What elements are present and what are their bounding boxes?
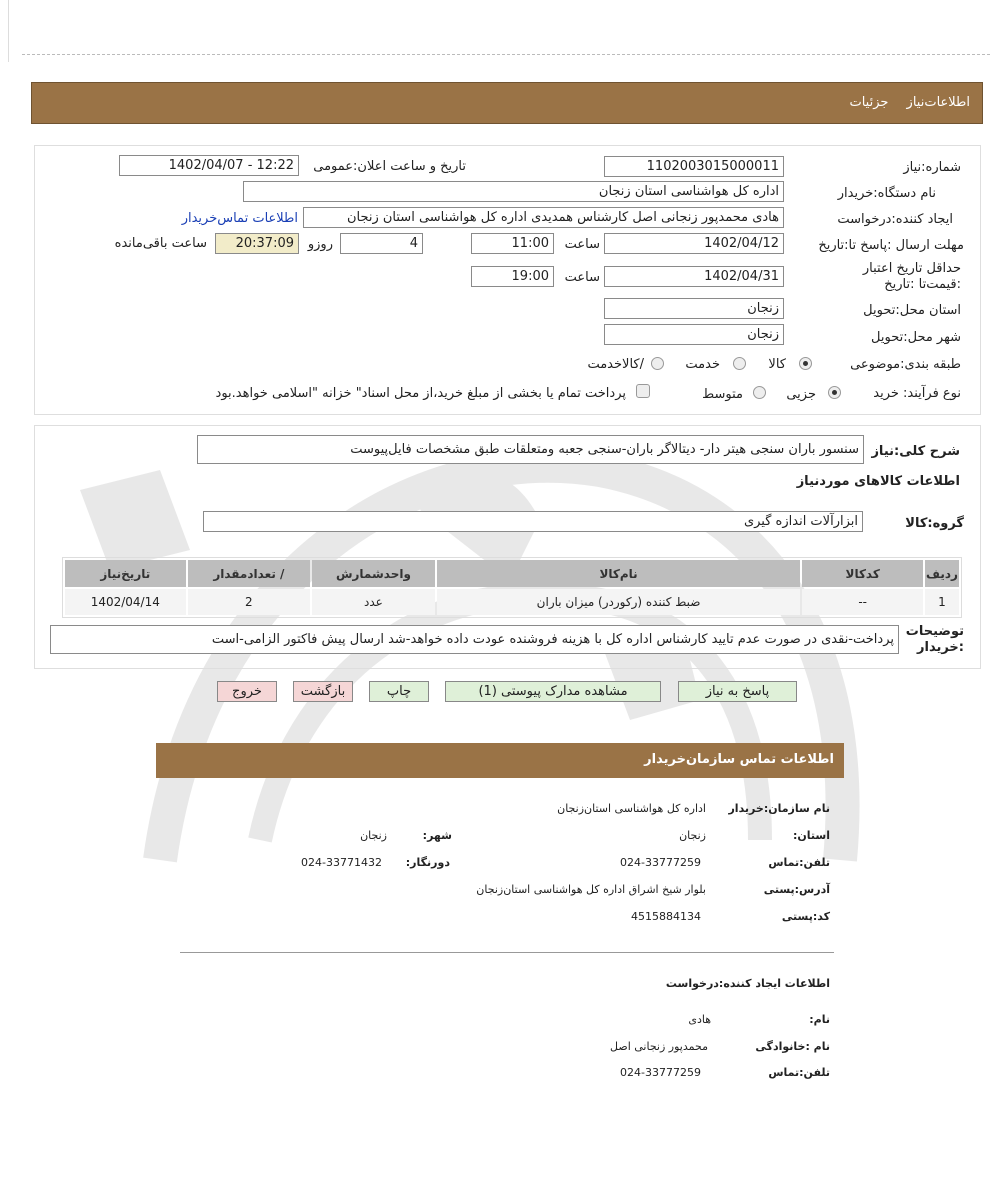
goods-group-label: گروه:کالا: [905, 516, 964, 531]
col-need-date: تاریخ‌نیاز: [65, 560, 186, 587]
deadline-time-field: 11:00: [471, 233, 554, 254]
delivery-city-field: زنجان: [604, 324, 784, 345]
validity-time-field: 19:00: [471, 266, 554, 287]
fax-label: دورنگار:: [405, 856, 450, 869]
process-partial-label: جزیی: [786, 387, 816, 402]
fax-value: 024-33771432: [301, 856, 382, 869]
process-label: نوع فرآیند: خرید: [873, 386, 961, 401]
process-medium-radio[interactable]: [753, 386, 766, 399]
buyer-notes-field: پرداخت-نقدی در صورت عدم تایید کارشناس اداره کل با هزینه فروشنده عودت داده خواهد-شد ارسال پیش فاکتور الزامی-است: [50, 625, 899, 654]
exit-button[interactable]: خروج: [217, 681, 277, 702]
category-goods-label: کالا: [768, 357, 786, 372]
validity-label: حداقل تاریخ اعتبار :قیمت‌تا :تاریخ: [862, 261, 961, 292]
announce-date-label: تاریخ و ساعت اعلان:عمومی: [313, 159, 466, 174]
need-number-field: 1102003015000011: [604, 156, 784, 177]
attachments-button[interactable]: مشاهده مدارک پیوستی (1): [445, 681, 661, 702]
col-quantity: / تعدادمقدار: [188, 560, 311, 587]
process-partial-radio[interactable]: [828, 386, 841, 399]
announce-date-field: 1402/04/07 - 12:22: [119, 155, 299, 176]
cell-quantity: 2: [188, 589, 311, 615]
buyer-contact-header: [156, 743, 844, 778]
need-number-label: شماره:نیاز: [903, 160, 961, 175]
table-row: [65, 589, 959, 615]
contact-divider: [180, 952, 834, 953]
validity-hour-label: ساعت: [564, 270, 600, 285]
creator-name-label: نام:: [809, 1013, 830, 1026]
col-code: کدکالا: [802, 560, 923, 587]
creator-label: ایجاد کننده:درخواست: [837, 212, 953, 227]
buyer-contact-link[interactable]: اطلاعات تماس‌خریدار: [181, 211, 298, 226]
days-label: روزو: [307, 237, 333, 252]
tab-need-info[interactable]: اطلاعات‌نیاز: [906, 95, 970, 110]
page-edge-line: [8, 0, 9, 62]
process-medium-label: متوسط: [702, 387, 743, 402]
province-label: استان:: [793, 829, 830, 842]
address-label: آدرس:پستی: [763, 883, 830, 896]
buyer-org-label: نام دستگاه:خریدار: [837, 186, 936, 201]
col-unit: واحدشمارش: [312, 560, 435, 587]
category-both-radio[interactable]: [651, 357, 664, 370]
delivery-province-label: استان محل:تحویل: [863, 303, 961, 318]
category-service-label: خدمت: [685, 357, 720, 372]
city-value: زنجان: [360, 829, 387, 842]
phone-value: 024-33777259: [620, 856, 701, 869]
cell-name: ضبط کننده (رکوردر) میزان باران: [437, 589, 801, 615]
days-field: 4: [340, 233, 423, 254]
creator-info-title: اطلاعات ایجاد کننده:درخواست: [665, 977, 830, 990]
creator-phone-label: تلفن:تماس: [768, 1066, 830, 1079]
details-header-bar: [31, 82, 983, 124]
goods-info-title: اطلاعات کالاهای موردنیاز: [796, 474, 960, 489]
col-name: نام‌کالا: [437, 560, 801, 587]
goods-group-field: ابزارآلات اندازه گیری: [203, 511, 863, 532]
cell-row: 1: [925, 589, 959, 615]
countdown-field: 20:37:09: [215, 233, 299, 254]
remaining-label: ساعت باقی‌مانده: [114, 236, 207, 251]
cell-need-date: 1402/04/14: [65, 589, 186, 615]
category-goods-radio[interactable]: [799, 357, 812, 370]
cell-code: --: [802, 589, 923, 615]
category-label: طبقه بندی:موضوعی: [850, 357, 961, 372]
buyer-notes-label: توضیحات :خریدار: [905, 624, 964, 655]
org-value: اداره کل هواشناسی استان‌زنجان: [557, 802, 706, 815]
print-button[interactable]: چاپ: [369, 681, 429, 702]
phone-label: تلفن:تماس: [768, 856, 830, 869]
delivery-province-field: زنجان: [604, 298, 784, 319]
delivery-city-label: شهر محل:تحویل: [871, 330, 961, 345]
postal-code-label: کد:پستی: [781, 910, 830, 923]
creator-phone-value: 024-33777259: [620, 1066, 701, 1079]
reply-button[interactable]: پاسخ به نیاز: [678, 681, 797, 702]
buyer-contact-title: اطلاعات تماس سازمان‌خریدار: [644, 752, 834, 767]
creator-name-value: هادی: [688, 1013, 711, 1026]
deadline-hour-label: ساعت: [564, 237, 600, 252]
deadline-label: مهلت ارسال :پاسخ تا:تاریخ: [818, 238, 964, 253]
postal-code-value: 4515884134: [631, 910, 701, 923]
city-label: شهر:: [422, 829, 452, 842]
validity-date-field: 1402/04/31: [604, 266, 784, 287]
col-row: ردیف: [925, 560, 959, 587]
deadline-date-field: 1402/04/12: [604, 233, 784, 254]
general-desc-field: سنسور باران سنجی هیتر دار- دیتالاگر باران-سنجی جعبه ومتعلقات طبق مشخصات فایل‌پیوست: [197, 435, 864, 464]
treasury-payment-note: پرداخت تمام یا بخشی از مبلغ خرید،از محل اسناد" خزانه "اسلامی خواهد.بود: [215, 386, 626, 401]
category-service-radio[interactable]: [733, 357, 746, 370]
buyer-org-field: اداره کل هواشناسی استان زنجان: [243, 181, 784, 202]
tab-details[interactable]: جزئیات: [849, 95, 889, 110]
org-label: نام سازمان:خریدار: [728, 802, 830, 815]
creator-family-value: محمدپور زنجانی اصل: [610, 1040, 708, 1053]
treasury-payment-checkbox[interactable]: [636, 384, 650, 398]
address-value: بلوار شیخ اشراق اداره کل هواشناسی استان‌زنجان: [476, 883, 706, 896]
cell-unit: عدد: [312, 589, 435, 615]
province-value: زنجان: [679, 829, 706, 842]
category-both-label: /کالاخدمت: [587, 357, 644, 372]
creator-family-label: نام :خانوادگی: [755, 1040, 830, 1053]
top-divider: [22, 54, 990, 55]
goods-table: [62, 557, 962, 618]
back-button[interactable]: بازگشت: [293, 681, 353, 702]
general-desc-label: شرح کلی:نیاز: [871, 444, 960, 459]
creator-field: هادی محمدپور زنجانی اصل کارشناس همدیدی اداره کل هواشناسی استان زنجان: [303, 207, 784, 228]
